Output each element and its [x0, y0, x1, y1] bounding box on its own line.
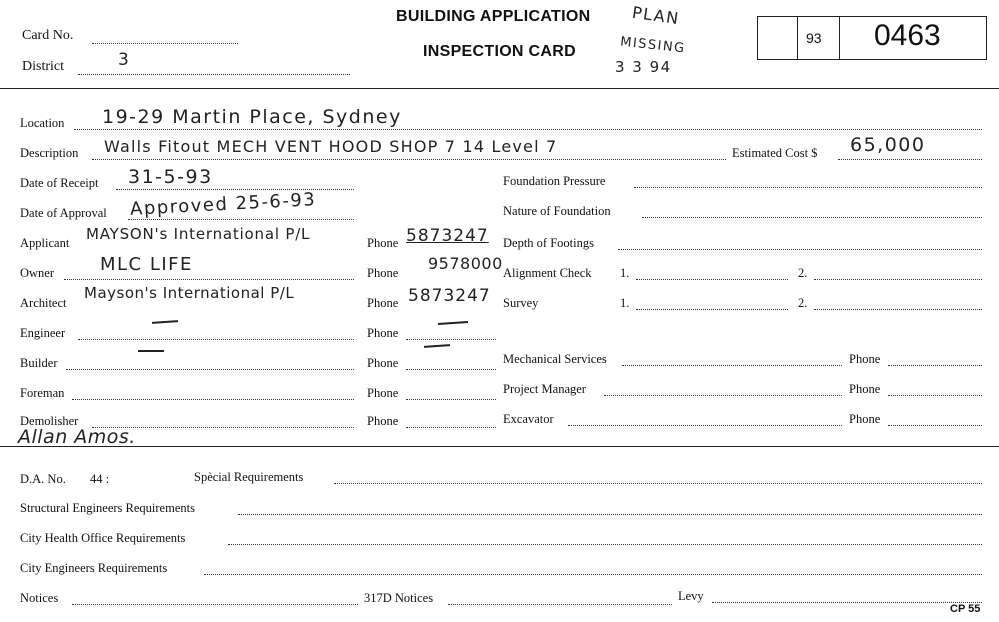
card-no-label: Card No. — [22, 28, 74, 43]
approval-value: Approved 25-6-93 — [129, 189, 317, 220]
mechanical-label: Mechanical Services — [503, 352, 607, 366]
survey-field-2[interactable] — [814, 309, 982, 310]
alignment-num-2: 2. — [798, 266, 808, 280]
da-no-label: D.A. No. — [20, 472, 66, 486]
demolisher-phone-label: Phone — [367, 414, 399, 428]
estimated-cost-field[interactable] — [838, 159, 982, 160]
depth-footings-label: Depth of Footings — [503, 236, 594, 250]
header-rule — [0, 88, 999, 89]
approval-field[interactable] — [128, 219, 354, 220]
survey-num-2: 2. — [798, 296, 808, 310]
alignment-check-label: Alignment Check — [503, 266, 592, 280]
foreman-phone-label: Phone — [367, 386, 399, 400]
foreman-phone-field[interactable] — [406, 399, 496, 400]
engineer-field[interactable] — [78, 339, 354, 340]
card-number-box — [757, 16, 987, 60]
alignment-field-1[interactable] — [636, 279, 788, 280]
foundation-pressure-field[interactable] — [634, 187, 982, 188]
signature: Allan Amos. — [18, 426, 136, 448]
applicant-phone: 5873247 — [406, 226, 489, 246]
receipt-field[interactable] — [116, 189, 354, 190]
demolisher-phone-field[interactable] — [406, 427, 496, 428]
engineer-phone-field[interactable] — [406, 339, 496, 340]
excavator-label: Excavator — [503, 412, 554, 426]
notices-field[interactable] — [72, 604, 358, 605]
handwritten-plan-note: PLAN — [630, 2, 681, 29]
builder-field[interactable] — [66, 369, 354, 370]
structural-field[interactable] — [238, 514, 982, 515]
notices-317d-field[interactable] — [448, 604, 672, 605]
foundation-pressure-label: Foundation Pressure — [503, 174, 606, 188]
receipt-value: 31-5-93 — [128, 166, 213, 188]
dash-mark — [438, 321, 468, 325]
foreman-field[interactable] — [72, 399, 354, 400]
special-requirements-label: Spècial Requirements — [194, 470, 304, 484]
box-divider — [797, 16, 798, 60]
project-manager-label: Project Manager — [503, 382, 586, 396]
builder-phone-field[interactable] — [406, 369, 496, 370]
levy-field[interactable] — [712, 602, 982, 603]
district-field[interactable] — [78, 74, 350, 75]
engineer-phone-label: Phone — [367, 326, 399, 340]
health-field[interactable] — [228, 544, 982, 545]
description-label: Description — [20, 146, 79, 160]
builder-label: Builder — [20, 356, 58, 370]
survey-field-1[interactable] — [636, 309, 788, 310]
location-field[interactable] — [74, 129, 982, 130]
alignment-field-2[interactable] — [814, 279, 982, 280]
project-manager-phone-label: Phone — [849, 382, 881, 396]
section-rule — [0, 446, 999, 447]
survey-num-1: 1. — [620, 296, 630, 310]
applicant-label: Applicant — [20, 236, 70, 250]
title-line-2: INSPECTION CARD — [423, 43, 576, 60]
da-no-value: 44 : — [90, 472, 110, 486]
engineer-label: Engineer — [20, 326, 66, 340]
nature-foundation-field[interactable] — [642, 217, 982, 218]
owner-phone: 9578000 — [428, 254, 503, 273]
foreman-label: Foreman — [20, 386, 65, 400]
title-line-1: BUILDING APPLICATION — [396, 8, 591, 25]
dash-mark — [424, 344, 450, 348]
city-engineers-field[interactable] — [204, 574, 982, 575]
owner-label: Owner — [20, 266, 55, 280]
receipt-label: Date of Receipt — [20, 176, 99, 190]
alignment-num-1: 1. — [620, 266, 630, 280]
notices-label: Notices — [20, 591, 59, 605]
structural-label: Structural Engineers Requirements — [20, 501, 195, 515]
handwritten-missing-note: MISSING — [619, 34, 687, 57]
form-code: CP 55 — [950, 603, 981, 615]
architect-phone-label: Phone — [367, 296, 399, 310]
architect-value: Mayson's International P/L — [84, 284, 295, 302]
special-requirements-field[interactable] — [334, 483, 982, 484]
dash-mark — [138, 350, 164, 352]
notices-317d-label: 317D Notices — [364, 591, 434, 605]
excavator-field[interactable] — [568, 425, 842, 426]
district-label: District — [22, 59, 64, 74]
nature-foundation-label: Nature of Foundation — [503, 204, 611, 218]
builder-phone-label: Phone — [367, 356, 399, 370]
location-value: 19-29 Martin Place, Sydney — [102, 106, 402, 128]
survey-label: Survey — [503, 296, 539, 310]
estimated-cost-label: Estimated Cost $ — [732, 146, 818, 160]
levy-label: Levy — [678, 589, 704, 603]
health-label: City Health Office Requirements — [20, 531, 186, 545]
location-label: Location — [20, 116, 65, 130]
card-no-field[interactable] — [92, 43, 238, 44]
mechanical-phone-label: Phone — [849, 352, 881, 366]
description-field[interactable] — [92, 159, 726, 160]
mechanical-phone-field[interactable] — [888, 365, 982, 366]
project-manager-field[interactable] — [604, 395, 842, 396]
depth-footings-field[interactable] — [618, 249, 982, 250]
district-value: 3 — [118, 50, 131, 70]
mechanical-field[interactable] — [622, 365, 842, 366]
architect-phone: 5873247 — [408, 286, 491, 306]
owner-phone-label: Phone — [367, 266, 399, 280]
box-number: 0463 — [874, 19, 941, 52]
city-engineers-label: City Engineers Requirements — [20, 561, 168, 575]
project-manager-phone-field[interactable] — [888, 395, 982, 396]
owner-field[interactable] — [64, 279, 354, 280]
owner-value: MLC LIFE — [100, 254, 193, 275]
box-divider — [839, 16, 840, 60]
approval-label: Date of Approval — [20, 206, 107, 220]
dash-mark — [152, 320, 178, 324]
applicant-phone-label: Phone — [367, 236, 399, 250]
estimated-cost-value: 65,000 — [850, 134, 926, 156]
excavator-phone-field[interactable] — [888, 425, 982, 426]
handwritten-date-note: 3 3 94 — [615, 58, 672, 76]
applicant-value: MAYSON's International P/L — [86, 225, 311, 243]
demolisher-label: Demolisher — [20, 414, 79, 428]
excavator-phone-label: Phone — [849, 412, 881, 426]
description-value: Walls Fitout MECH VENT HOOD SHOP 7 14 Level 7 — [104, 137, 558, 156]
architect-label: Architect — [20, 296, 67, 310]
box-year: 93 — [806, 30, 822, 46]
